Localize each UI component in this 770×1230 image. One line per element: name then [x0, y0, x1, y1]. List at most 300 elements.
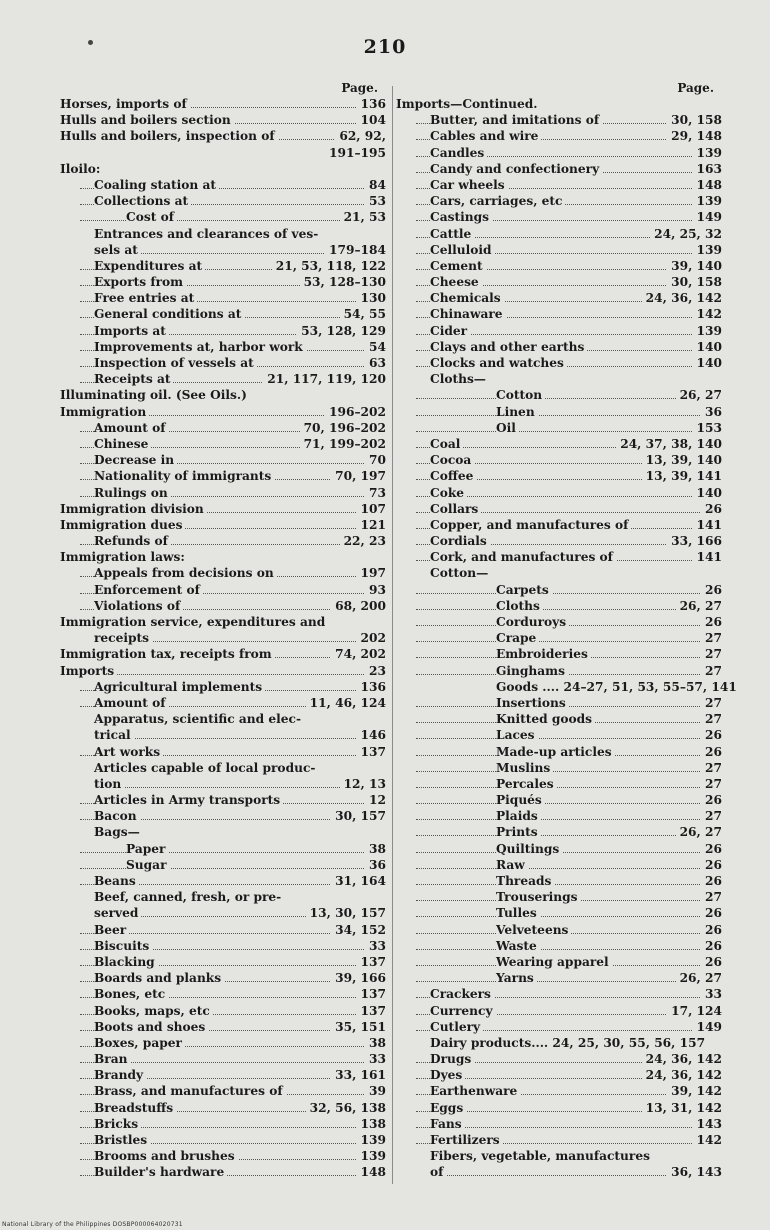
index-entry: [396, 1148, 722, 1164]
index-entry-term: Nationality of immigrants: [94, 468, 274, 484]
index-entry-pages: 141: [693, 517, 722, 533]
index-entry: [60, 404, 386, 420]
index-entry-term: Bran: [94, 1051, 130, 1067]
index-entry-pages: 26: [701, 744, 722, 760]
index-entry-term: Crape: [496, 630, 539, 646]
index-entry: [396, 1035, 722, 1051]
index-entry: [396, 193, 722, 209]
index-entry-term: Immigration laws:: [60, 549, 188, 565]
index-entry-pages: 26: [701, 922, 722, 938]
index-entry-pages: 84: [365, 177, 386, 193]
index-entry-term: Cotton—: [430, 565, 491, 581]
index-entry: [396, 565, 722, 581]
index-entry-pages: 26: [701, 501, 722, 517]
index-entry-pages: 70, 196–202: [300, 420, 386, 436]
index-entry: [60, 646, 386, 662]
index-entry: [396, 226, 722, 242]
index-entry: [60, 387, 386, 403]
index-entry-pages: 196–202: [325, 404, 386, 420]
index-entry: [396, 744, 722, 760]
index-entry: [60, 889, 386, 905]
index-entry-pages: 24, 37, 38, 140: [616, 436, 722, 452]
index-entry-pages: 148: [693, 177, 722, 193]
index-entry: [396, 614, 722, 630]
index-entry-pages: 70: [365, 452, 386, 468]
index-entry: [60, 501, 386, 517]
index-entry-pages: 38: [365, 841, 386, 857]
index-entry-term: Bags—: [94, 824, 143, 840]
index-entry-term: Art works: [94, 744, 163, 760]
index-entry: [60, 420, 386, 436]
index-entry: [396, 954, 722, 970]
index-entry-pages: 21, 53, 118, 122: [272, 258, 386, 274]
index-entry-term: Hulls and boilers, inspection of: [60, 128, 278, 144]
index-entry-pages: 138: [357, 1116, 386, 1132]
index-entry: [396, 1019, 722, 1035]
index-entry-pages: 63: [365, 355, 386, 371]
index-entry: [60, 1100, 386, 1116]
index-entry-pages: 30, 158: [667, 112, 722, 128]
index-entry: [396, 1003, 722, 1019]
index-entry: [60, 954, 386, 970]
index-entry-term: Appeals from decisions on: [94, 565, 277, 581]
index-entry: [396, 177, 722, 193]
index-entry-pages: 17, 124: [667, 1003, 722, 1019]
index-entry-pages: 30, 158: [667, 274, 722, 290]
index-entry: [396, 112, 722, 128]
index-entry: [60, 1132, 386, 1148]
index-entry: [396, 145, 722, 161]
index-entry-pages: 62, 92,: [335, 128, 386, 144]
index-entry-term: Candles: [430, 145, 487, 161]
index-entry: [396, 517, 722, 533]
index-entry: [396, 258, 722, 274]
index-entry-term: of: [410, 1164, 446, 1180]
index-entry: [396, 905, 722, 921]
index-entry-term: General conditions at: [94, 306, 244, 322]
index-entry-pages: 13, 39, 140: [642, 452, 722, 468]
index-entry-term: Improvements at, harbor work: [94, 339, 306, 355]
index-entry: [60, 614, 386, 630]
index-column-left: [60, 80, 386, 1181]
index-entry: [60, 1051, 386, 1067]
index-entry-pages: 26, 27: [676, 387, 722, 403]
index-entry-pages: 137: [357, 1003, 386, 1019]
index-entry: [60, 970, 386, 986]
index-entry-pages: 53, 128–130: [300, 274, 386, 290]
index-entry-term: Articles capable of local produc-: [94, 760, 318, 776]
index-entry-term: Violations of: [94, 598, 183, 614]
index-entry-term: Linen: [496, 404, 538, 420]
index-entry-term: served: [74, 905, 141, 921]
index-entry: [60, 565, 386, 581]
index-entry-term: Prints: [496, 824, 541, 840]
index-entry-pages: 142: [693, 1132, 722, 1148]
index-entry: [60, 824, 386, 840]
index-entry: [60, 841, 386, 857]
index-entry-term: Fertilizers: [430, 1132, 503, 1148]
index-entry-term: Copper, and manufactures of: [430, 517, 631, 533]
index-entry-term: Earthenware: [430, 1083, 520, 1099]
index-entry: [60, 145, 386, 161]
index-entry-term: tion: [74, 776, 124, 792]
index-entry-term: Yarns: [496, 970, 537, 986]
index-entry: [60, 582, 386, 598]
index-entry-term: Hulls and boilers section: [60, 112, 234, 128]
index-entry: [60, 679, 386, 695]
index-entry-pages: 153: [693, 420, 722, 436]
index-entry-pages: 21, 53: [340, 209, 386, 225]
index-entry: [396, 161, 722, 177]
index-entry-pages: 26: [701, 954, 722, 970]
index-entry: [396, 306, 722, 322]
index-entry-pages: 35, 151: [331, 1019, 386, 1035]
index-entry-pages: 139: [693, 145, 722, 161]
index-entry-pages: 54, 55: [340, 306, 386, 322]
index-entry-term: Cloths: [496, 598, 543, 614]
index-entry: [60, 485, 386, 501]
index-entry: [60, 339, 386, 355]
index-entry-pages: 31, 164: [331, 873, 386, 889]
index-entry: [396, 582, 722, 598]
index-entry-term: Beer: [94, 922, 129, 938]
index-entry-pages: 21, 117, 119, 120: [263, 371, 386, 387]
index-entry-pages: 26: [701, 582, 722, 598]
index-entry: [60, 598, 386, 614]
index-entry: [60, 922, 386, 938]
index-entry-pages: 107: [357, 501, 386, 517]
index-entry-term: Imports at: [94, 323, 169, 339]
index-entry-term: Entrances and clearances of ves-: [94, 226, 321, 242]
index-entry-pages: 27: [701, 776, 722, 792]
index-entry-pages: 27: [701, 889, 722, 905]
index-entry: [396, 1067, 722, 1083]
index-entry: [396, 452, 722, 468]
index-entry: [396, 857, 722, 873]
index-entry: [396, 1051, 722, 1067]
index-entry-term: Brandy: [94, 1067, 146, 1083]
index-entry-term: Corduroys: [496, 614, 569, 630]
index-entry-term: Butter, and imitations of: [430, 112, 602, 128]
index-entry: [396, 371, 722, 387]
index-entry-pages: 53, 128, 129: [297, 323, 386, 339]
index-entry-term: Bricks: [94, 1116, 141, 1132]
index-entry-term: Plaids: [496, 808, 541, 824]
index-entry: [396, 533, 722, 549]
index-entry: [396, 1100, 722, 1116]
index-entry-term: Boots and shoes: [94, 1019, 208, 1035]
index-entry: [60, 1083, 386, 1099]
index-column-right: [396, 80, 737, 1181]
index-entry: [60, 857, 386, 873]
index-entry: [396, 760, 722, 776]
index-entry-pages: 197: [357, 565, 386, 581]
index-entry: [396, 128, 722, 144]
index-entry-pages: 142: [693, 306, 722, 322]
index-entry: [60, 355, 386, 371]
library-footer: National Library of the Philippines DOSBP000064020731: [2, 1221, 183, 1228]
index-entry-term: Waste: [496, 938, 540, 954]
index-entry-term: Immigration division: [60, 501, 207, 517]
index-entry-term: Rulings on: [94, 485, 171, 501]
index-entry-term: Chinaware: [430, 306, 506, 322]
index-entry: [60, 258, 386, 274]
index-entry-pages: 23: [365, 663, 386, 679]
index-entry-term: Bones, etc: [94, 986, 168, 1002]
index-entry-pages: 121: [357, 517, 386, 533]
index-entry-term: Beans: [94, 873, 139, 889]
index-entry-term: Builder's hardware: [94, 1164, 227, 1180]
index-entry-term: Cocoa: [430, 452, 474, 468]
index-entry-term: Raw: [496, 857, 528, 873]
index-entry-term: Crackers: [430, 986, 494, 1002]
index-entry: [396, 808, 722, 824]
index-entry: [396, 663, 722, 679]
index-entry-pages: 143: [693, 1116, 722, 1132]
index-entry-term: Refunds of: [94, 533, 171, 549]
index-entry-pages: 71, 199–202: [300, 436, 386, 452]
index-entry: [60, 209, 386, 225]
index-entry-term: Collections at: [94, 193, 191, 209]
index-entry: [60, 663, 386, 679]
index-entry-term: Drugs: [430, 1051, 474, 1067]
index-entry: [60, 274, 386, 290]
index-entry-pages: 39, 140: [667, 258, 722, 274]
index-entry-term: Clocks and watches: [430, 355, 567, 371]
index-entry-pages: 36: [365, 857, 386, 873]
index-entry-term: Fans: [430, 1116, 465, 1132]
index-entry-pages: 73: [365, 485, 386, 501]
index-entry-pages: 140: [693, 339, 722, 355]
index-entry: [396, 1132, 722, 1148]
index-entry-term: Decrease in: [94, 452, 177, 468]
page-number: 210: [363, 36, 407, 58]
index-entry-pages: 53: [365, 193, 386, 209]
index-entry: [396, 290, 722, 306]
index-entry-term: Books, maps, etc: [94, 1003, 213, 1019]
index-entry-term: Dyes: [430, 1067, 465, 1083]
index-entry: [60, 128, 386, 144]
index-entry-pages: 29, 148: [667, 128, 722, 144]
index-entry: [60, 226, 386, 242]
index-entry-term: Boxes, paper: [94, 1035, 185, 1051]
index-entry: [60, 727, 386, 743]
index-entry: [60, 290, 386, 306]
index-entry-pages: 140: [693, 355, 722, 371]
index-entry-term: Clays and other earths: [430, 339, 587, 355]
index-entry-pages: 179–184: [325, 242, 386, 258]
index-entry-pages: 130: [357, 290, 386, 306]
ink-speck: [88, 40, 93, 45]
index-entry: [60, 905, 386, 921]
index-entry-term: Blacking: [94, 954, 158, 970]
index-entry-pages: 27: [701, 808, 722, 824]
index-entry: [396, 485, 722, 501]
index-entry-pages: 39, 166: [331, 970, 386, 986]
index-entry: [396, 387, 722, 403]
index-entry: [396, 695, 722, 711]
index-entry: [396, 420, 722, 436]
index-entry: [396, 1116, 722, 1132]
index-entry-pages: 137: [357, 744, 386, 760]
index-entry: [60, 873, 386, 889]
index-entry-term: Quiltings: [496, 841, 562, 857]
index-entry-term: Amount of: [94, 420, 168, 436]
index-entry-pages: 27: [701, 646, 722, 662]
index-entry-pages: 149: [693, 209, 722, 225]
index-entry: [396, 646, 722, 662]
index-entry-pages: 137: [357, 986, 386, 1002]
index-entry-pages: 24, 36, 142: [642, 1051, 722, 1067]
index-entry-pages: 26: [701, 857, 722, 873]
index-entry-term: Cars, carriages, etc: [430, 193, 565, 209]
index-entry: [396, 598, 722, 614]
index-entry-pages: 26: [701, 938, 722, 954]
index-entry: [60, 1035, 386, 1051]
index-entry-term: Receipts at: [94, 371, 173, 387]
index-entry: [60, 1164, 386, 1180]
index-entry-pages: 22, 23: [340, 533, 386, 549]
index-entry-term: Illuminating oil. (See Oils.): [60, 387, 250, 403]
index-entry-pages: 26, 27: [676, 598, 722, 614]
index-entry-pages: 139: [357, 1148, 386, 1164]
index-entry-pages: 24, 25, 32: [650, 226, 722, 242]
index-entry: [60, 193, 386, 209]
index-entry-pages: 74, 202: [331, 646, 386, 662]
index-entry-pages: 13, 30, 157: [306, 905, 386, 921]
index-entry-term: Boards and planks: [94, 970, 224, 986]
index-entry: [60, 1067, 386, 1083]
index-entry-term: Fibers, vegetable, manufactures: [430, 1148, 653, 1164]
index-entry-pages: 139: [693, 193, 722, 209]
index-entry-pages: 26: [701, 873, 722, 889]
index-entry-term: Cheese: [430, 274, 482, 290]
index-entry: [396, 549, 722, 565]
index-entry-term: Coaling station at: [94, 177, 219, 193]
index-entry-pages: 104: [357, 112, 386, 128]
index-entry-term: Cutlery: [430, 1019, 483, 1035]
index-entry-term: Sugar: [126, 857, 170, 873]
index-entry: [60, 468, 386, 484]
index-entry-pages: 33, 161: [331, 1067, 386, 1083]
index-entry-pages: 13, 39, 141: [642, 468, 722, 484]
index-entry: [60, 1019, 386, 1035]
index-entry-term: Oil: [496, 420, 519, 436]
index-entry: [396, 1164, 722, 1180]
index-entry-pages: 26: [701, 905, 722, 921]
index-entry-pages: 26: [701, 614, 722, 630]
index-entry: [60, 630, 386, 646]
index-entry-pages: 36: [701, 404, 722, 420]
index-entry: [396, 889, 722, 905]
index-entry: [396, 355, 722, 371]
index-entry: [60, 808, 386, 824]
index-entry: [60, 1003, 386, 1019]
index-entry-pages: 39, 142: [667, 1083, 722, 1099]
index-entry-term: Brass, and manufactures of: [94, 1083, 286, 1099]
index-entry-term: Insertions: [496, 695, 569, 711]
index-entry: [396, 339, 722, 355]
index-entry-pages: 68, 200: [331, 598, 386, 614]
index-entry-pages: 11, 46, 124: [306, 695, 386, 711]
index-entry-term: Cement: [430, 258, 486, 274]
index-entry-pages: 26, 27: [676, 970, 722, 986]
index-entry-term: Free entries at: [94, 290, 197, 306]
index-entry-term: Bristles: [94, 1132, 150, 1148]
index-entry-pages: 137: [357, 954, 386, 970]
index-entry-pages: 70, 197: [331, 468, 386, 484]
index-entry-term: Piqués: [496, 792, 545, 808]
index-entry-term: Exports from: [94, 274, 186, 290]
column-divider: [392, 86, 393, 1184]
index-entry-term: Eggs: [430, 1100, 466, 1116]
index-entry-term: Muslins: [496, 760, 553, 776]
index-entry-term: Agricultural implements: [94, 679, 265, 695]
index-entry-term: Coal: [430, 436, 463, 452]
index-entry-pages: 12, 13: [340, 776, 386, 792]
index-entry-pages: 139: [357, 1132, 386, 1148]
index-entry-term: Velveteens: [496, 922, 571, 938]
index-entry-term: Cider: [430, 323, 470, 339]
index-entry: [60, 323, 386, 339]
index-entry: [396, 776, 722, 792]
index-entry: [60, 776, 386, 792]
index-entry-term: Iloilo:: [60, 161, 103, 177]
index-entry: [60, 744, 386, 760]
index-entry-term: Goods .... 24–27, 51, 53, 55–57, 141: [496, 679, 740, 695]
index-entry-term: Articles in Army transports: [94, 792, 283, 808]
index-entry: [60, 517, 386, 533]
index-entry-term: Carpets: [496, 582, 552, 598]
index-entry-pages: 34, 152: [331, 922, 386, 938]
index-entry-pages: 139: [693, 323, 722, 339]
index-entry-term: Breadstuffs: [94, 1100, 176, 1116]
index-entry: [396, 679, 737, 695]
index-entry: [396, 468, 722, 484]
index-entry-pages: 163: [693, 161, 722, 177]
index-entry-pages: 33, 166: [667, 533, 722, 549]
index-entry-term: Candy and confectionery: [430, 161, 602, 177]
index-entry: [396, 711, 722, 727]
index-entry-pages: 141: [693, 549, 722, 565]
index-entry-pages: 39: [365, 1083, 386, 1099]
index-entry: [60, 371, 386, 387]
index-entry-term: Trouserings: [496, 889, 581, 905]
index-entry: [60, 436, 386, 452]
index-entry-pages: 26: [701, 841, 722, 857]
index-entry: [60, 760, 386, 776]
page-column-header: Page.: [677, 81, 714, 95]
index-entry-pages: 26: [701, 792, 722, 808]
index-entry: [396, 986, 722, 1002]
index-entry-term: Brooms and brushes: [94, 1148, 238, 1164]
index-entry-term: Immigration: [60, 404, 149, 420]
index-entry-pages: 33: [365, 1051, 386, 1067]
index-entry-pages: 24, 36, 142: [642, 290, 722, 306]
index-entry-term: Dairy products.... 24, 25, 30, 55, 56, 157: [430, 1035, 708, 1051]
index-entry-term: Cork, and manufactures of: [430, 549, 616, 565]
index-entry-pages: 139: [693, 242, 722, 258]
index-entry-term: Embroideries: [496, 646, 591, 662]
index-entry-pages: 36, 143: [667, 1164, 722, 1180]
index-entry-term: Biscuits: [94, 938, 152, 954]
index-entry-term: Inspection of vessels at: [94, 355, 257, 371]
index-entry: [396, 404, 722, 420]
index-entry: [396, 242, 722, 258]
index-entry: [60, 986, 386, 1002]
index-entry: [396, 792, 722, 808]
index-entry-pages: 140: [693, 485, 722, 501]
